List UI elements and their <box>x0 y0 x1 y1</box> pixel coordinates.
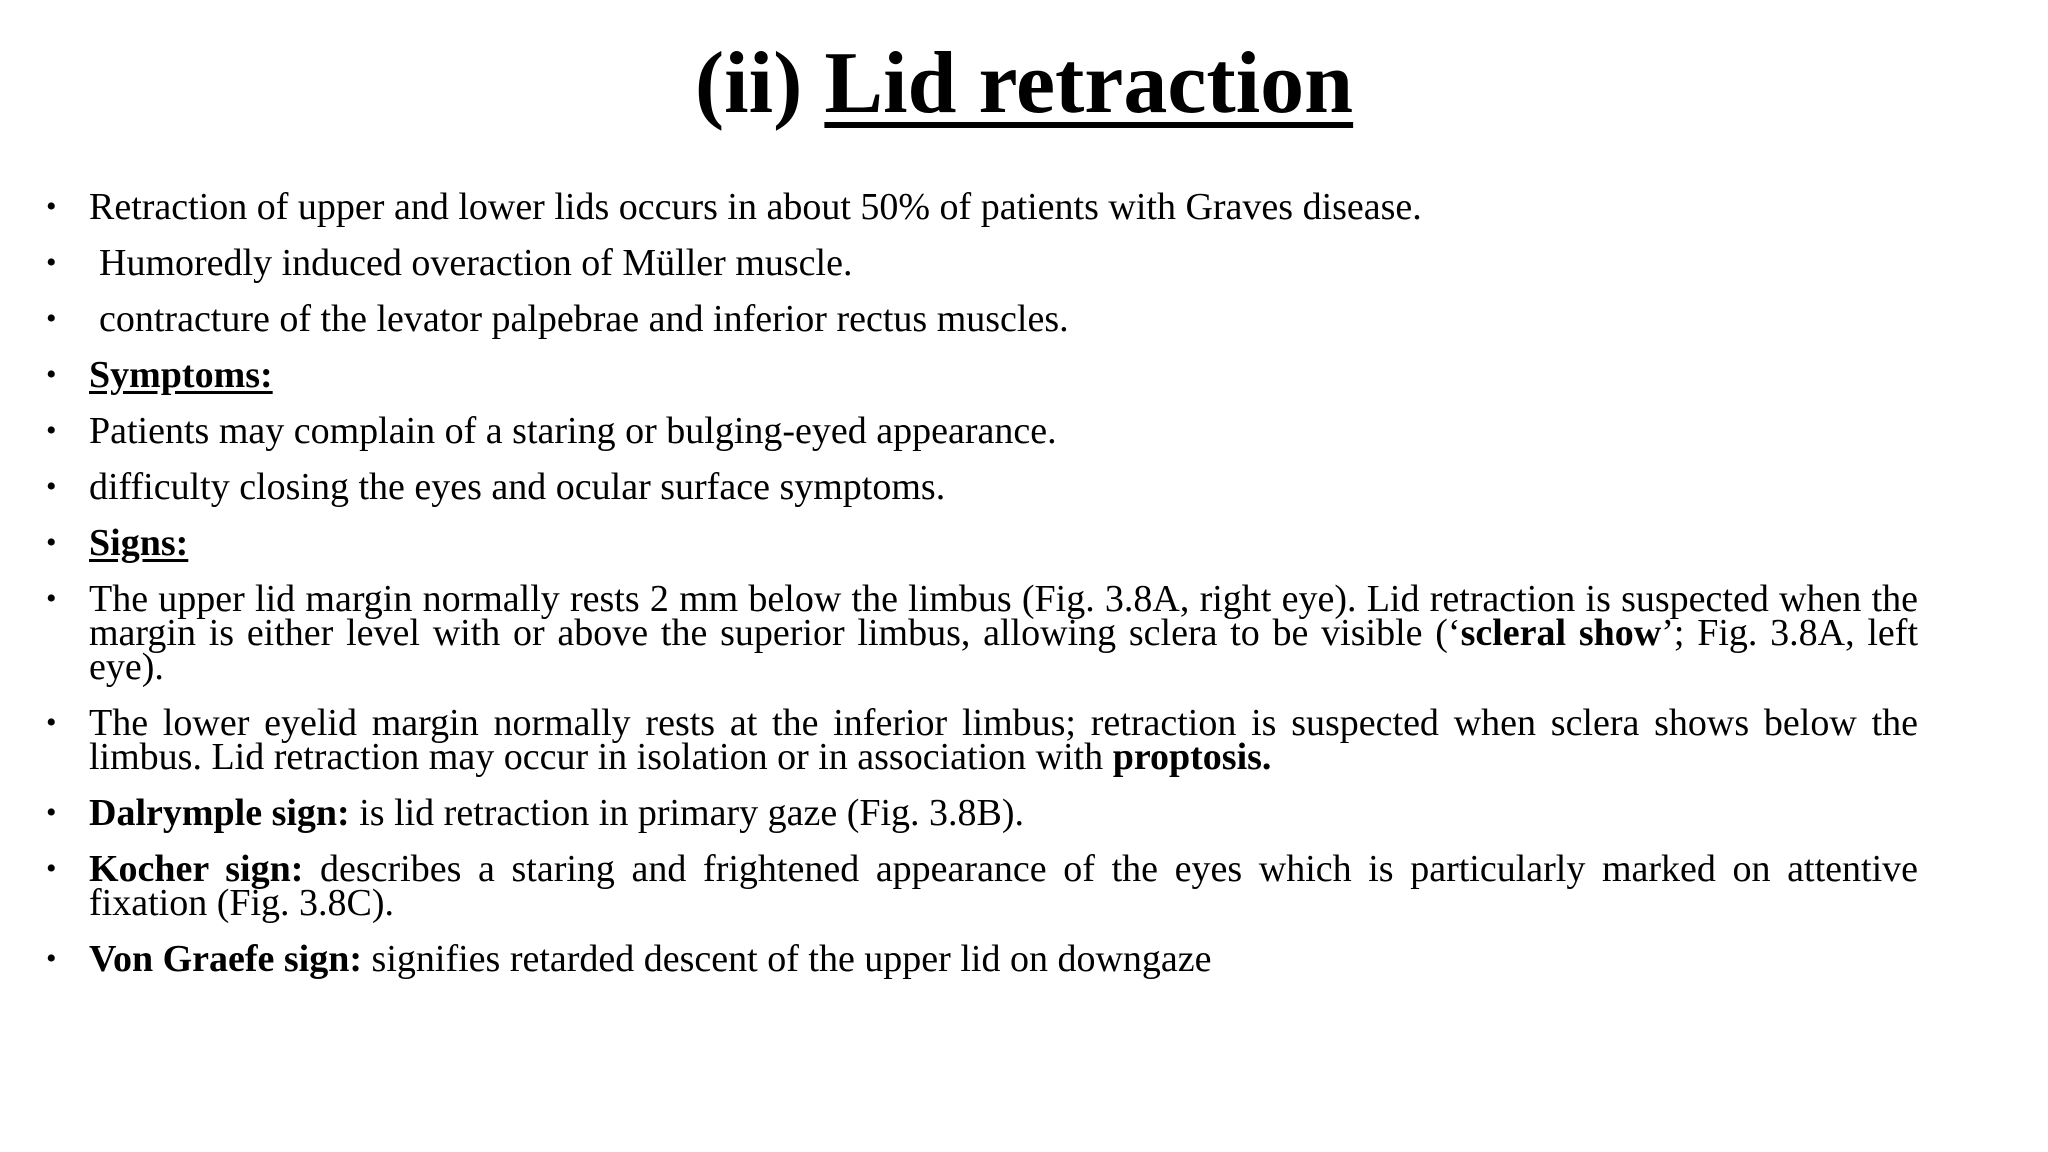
bullet-icon: • <box>46 796 57 829</box>
bullet-icon: • <box>46 942 57 975</box>
section-heading-symptoms: Symptoms: <box>89 354 273 396</box>
bullet-icon: • <box>46 706 57 739</box>
list-item <box>46 466 1918 508</box>
list-item <box>46 354 1918 396</box>
bold-term: scleral show <box>1460 612 1662 654</box>
section-heading-signs: Signs: <box>89 522 189 564</box>
list-item <box>46 938 1918 980</box>
bullet-icon: • <box>46 582 57 615</box>
list-item <box>46 792 1918 834</box>
bullet-icon: • <box>46 526 57 559</box>
list-item <box>46 578 1919 688</box>
bullet-text: Retraction of upper and lower lids occurs in about 50% of patients with Graves disease. <box>89 186 1422 228</box>
list-item <box>46 522 1918 564</box>
bullet-text: Humoredly induced overaction of Müller muscle. <box>99 242 853 284</box>
bullet-text: Patients may complain of a staring or bulging-eyed appearance. <box>89 410 1057 452</box>
bold-term: proptosis. <box>1112 736 1272 778</box>
list-item <box>46 410 1918 452</box>
bullet-icon: • <box>46 302 57 335</box>
slide-title <box>0 34 2048 134</box>
bullet-text: ’; Fig. 3.8A, left eye). <box>89 612 1919 688</box>
list-item <box>46 848 1918 924</box>
bullet-icon: • <box>46 246 57 279</box>
bullet-text: is lid retraction in primary gaze (Fig. 3.8B). <box>349 792 1025 834</box>
bullet-text: The lower eyelid margin normally rests at the inferior limbus; retraction is suspected when sclera shows below the limbus. Lid retraction may occur in isolation or in association with <box>89 702 1918 778</box>
list-item <box>46 298 1918 340</box>
bullet-text: contracture of the levator palpebrae and inferior rectus muscles. <box>99 298 1069 340</box>
bullet-icon: • <box>46 190 57 223</box>
bullet-list <box>46 186 1919 998</box>
title-main: Lid retraction <box>824 35 1354 132</box>
bullet-text: describes a staring and frightened appearance of the eyes which is particularly marked on attentive fixation (Fig. 3.8C). <box>89 848 1918 924</box>
bullet-text: signifies retarded descent of the upper lid on downgaze <box>362 938 1212 980</box>
bullet-icon: • <box>46 852 57 885</box>
bullet-text: difficulty closing the eyes and ocular surface symptoms. <box>89 466 946 508</box>
bullet-icon: • <box>46 358 57 391</box>
list-item <box>46 242 1918 284</box>
list-item <box>46 702 1918 778</box>
sign-name: Kocher sign: <box>89 848 304 890</box>
bullet-text: The upper lid margin normally rests 2 mm below the limbus (Fig. 3.8A, right eye). Lid retraction is suspected when the margin is either level with or above the superior limbus, allowing sclera to be visible (‘ <box>89 578 1918 654</box>
sign-name: Von Graefe sign: <box>89 938 363 980</box>
bullet-icon: • <box>46 414 57 447</box>
sign-name: Dalrymple sign: <box>89 792 350 834</box>
list-item <box>46 186 1918 228</box>
bullet-icon: • <box>46 470 57 503</box>
title-prefix: (ii) <box>694 35 825 132</box>
